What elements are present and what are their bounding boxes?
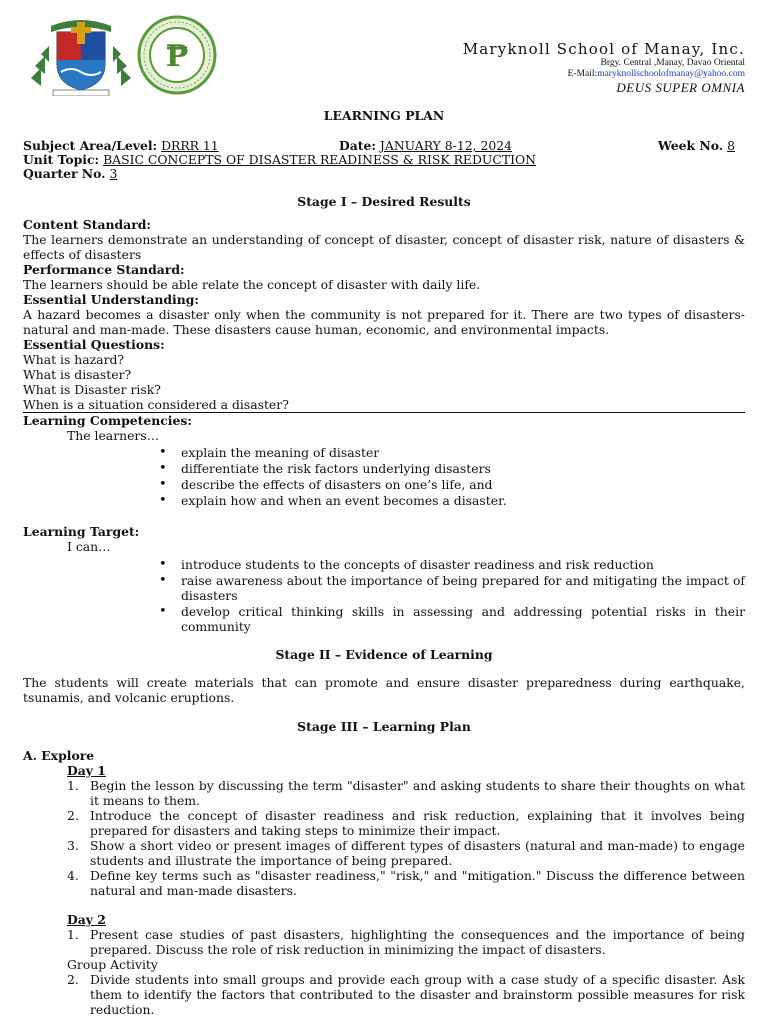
school-header	[345, 40, 745, 95]
school-name: Maryknoll School of Manay, Inc.	[462, 40, 745, 58]
meta-row-unit	[23, 152, 745, 166]
stage2-text: The students will create materials that can promote and ensure disaster preparedness during earthquake, tsunamis, and volcanic eruptions.	[23, 675, 745, 705]
step-text: Begin the lesson by discussing the term "disaster" and asking students to share their thoughts on what it means to them.	[90, 778, 745, 808]
day1-step	[67, 808, 745, 838]
competencies-intro: The learners…	[67, 428, 160, 443]
date-field	[339, 138, 512, 153]
performance-standard-text: The learners should be able relate the concept of disaster with daily life.	[23, 277, 481, 292]
essential-question: What is disaster?	[23, 367, 132, 382]
step-number: 3.	[67, 838, 79, 853]
competencies-label: Learning Competencies:	[23, 413, 192, 428]
stage1-heading: Stage I – Desired Results	[297, 194, 471, 209]
school-motto: DEUS SUPER OMNIA	[616, 80, 745, 95]
subject-label: Subject Area/Level:	[23, 138, 158, 153]
step-number: 1.	[67, 927, 79, 942]
essential-question: When is a situation considered a disaster?	[23, 397, 289, 412]
week-label: Week No.	[657, 138, 724, 153]
day1-label: Day 1	[67, 763, 106, 778]
explore-label: A. Explore	[23, 748, 95, 763]
competency-item: • explain the meaning of disaster	[159, 445, 745, 460]
step-number: 2.	[67, 972, 79, 987]
step-text: Show a short video or present images of different types of disasters (natural and man-made) to engage students and illustrate the importance of being prepared.	[90, 838, 745, 868]
day2-label: Day 2	[67, 912, 106, 927]
subject-value: DRRR 11	[161, 138, 219, 153]
day1-steps	[67, 778, 745, 898]
targets-list	[159, 557, 745, 634]
content-standard-text: The learners demonstrate an understanding of concept of disaster, concept of disaster risk, nature of disasters & effects of disasters	[23, 232, 745, 262]
essential-understanding-text: A hazard becomes a disaster only when the community is not prepared for it. There are two types of disasters-natural and man-made. These disasters cause human, economic, and environmental impacts.	[23, 307, 745, 337]
week-value: 8	[727, 138, 735, 153]
group-activity-label: Group Activity	[67, 957, 158, 972]
day1-step	[67, 868, 745, 898]
document-title: LEARNING PLAN	[323, 108, 445, 123]
quarter-label: Quarter No.	[23, 166, 106, 181]
performance-standard-label: Performance Standard:	[23, 262, 185, 277]
date-value: JANUARY 8-12, 2024	[379, 138, 513, 153]
day2-steps	[67, 927, 745, 957]
step-text: Define key terms such as "disaster readiness," "risk," and "mitigation." Discuss the difference between natural and man-made disasters.	[90, 868, 745, 898]
step-number: 2.	[67, 808, 79, 823]
meta-row-subject	[23, 138, 745, 152]
essential-question: What is Disaster risk?	[23, 382, 161, 397]
svg-text:P: P	[165, 39, 189, 74]
date-label: Date:	[339, 138, 376, 153]
school-email	[345, 69, 745, 80]
content-standard-label: Content Standard:	[23, 217, 151, 232]
day2-steps-continued	[67, 972, 745, 1017]
target-item: • introduce students to the concepts of disaster readiness and risk reduction	[159, 557, 745, 572]
plan-content	[23, 194, 745, 1017]
meta-row-quarter	[23, 166, 745, 180]
step-text: Introduce the concept of disaster readiness and risk reduction, explaining that it involves being prepared for disasters and taking steps to minimize their impact.	[90, 808, 745, 838]
school-address: Brgy. Central ,Manay, Davao Oriental	[600, 58, 745, 68]
essential-understanding-label: Essential Understanding:	[23, 292, 200, 307]
target-item: • develop critical thinking skills in assessing and addressing potential risks in their community	[159, 604, 745, 634]
competency-item: • differentiate the risk factors underlying disasters	[159, 461, 745, 476]
competency-item: • explain how and when an event becomes a disaster.	[159, 493, 745, 508]
step-text: Divide students into small groups and provide each group with a case study of a specific disaster. Ask them to identify the factors that contributed to the disaster and brainstorm possible measures for risk reduction.	[90, 972, 745, 1017]
target-item: • raise awareness about the importance of being prepared for and mitigating the impact of disasters	[159, 573, 745, 603]
learning-plan-page	[23, 0, 745, 1024]
maryknoll-school-seal-logo	[130, 14, 224, 96]
day2-step	[67, 972, 745, 1017]
target-label: Learning Target:	[23, 524, 140, 539]
essential-questions-label: Essential Questions:	[23, 337, 165, 352]
step-number: 1.	[67, 778, 79, 793]
week-field	[658, 138, 735, 153]
email-address[interactable]: maryknollschoolofmanay@yahoo.com	[597, 69, 745, 79]
essential-question: What is hazard?	[23, 352, 125, 367]
competencies-list	[159, 445, 745, 508]
stage3-heading: Stage III – Learning Plan	[297, 719, 471, 734]
day1-step	[67, 778, 745, 808]
target-intro: I can…	[67, 539, 111, 554]
email-label: E-Mail:	[567, 69, 598, 79]
day2-step	[67, 927, 745, 957]
unit-value: BASIC CONCEPTS OF DISASTER READINESS & RISK REDUCTION	[103, 152, 536, 167]
plan-meta	[23, 138, 745, 180]
competency-item: • describe the effects of disasters on one’s life, and	[159, 477, 745, 492]
step-number: 4.	[67, 868, 79, 883]
quarter-value: 3	[109, 166, 118, 181]
day1-step	[67, 838, 745, 868]
unit-label: Unit Topic:	[23, 152, 100, 167]
step-text: Present case studies of past disasters, highlighting the consequences and the importance of being prepared. Discuss the role of risk reduction in minimizing the impact of disasters.	[90, 927, 745, 957]
stage2-heading: Stage II – Evidence of Learning	[275, 647, 493, 662]
